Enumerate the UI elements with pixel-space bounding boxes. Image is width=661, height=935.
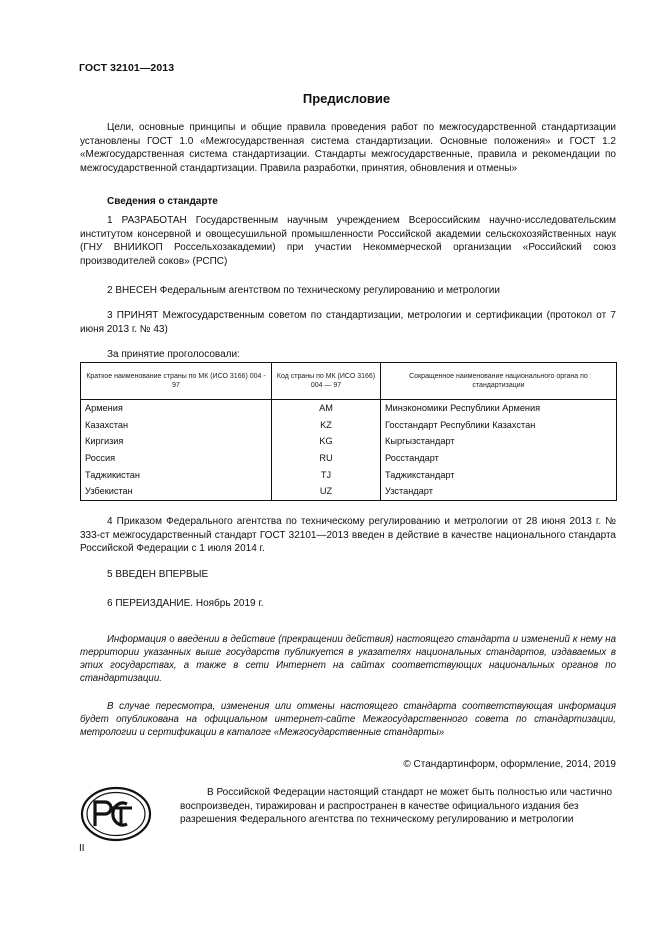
reproduction-rights-notice: В Российской Федерации настоящий стандарт не может быть полностью или частично воспроизведен, тиражирован и распространен в качестве официального издания без разрешения Федерального агентства по техническому регулированию и метрологии [180,787,613,826]
item-reissue: 6 ПЕРЕИЗДАНИЕ. Ноябрь 2019 г. [107,598,264,609]
code-cell: AM [272,400,381,417]
country-cell: Таджикистан [81,466,272,483]
votes-label: За принятие проголосовали: [107,349,240,360]
header-code: Код страны по МК (ИСО 3166) 004 — 97 [272,363,381,400]
votes-table [80,362,617,501]
table-row [81,450,617,467]
copyright-notice: © Стандартинформ, оформление, 2014, 2019 [403,759,616,770]
code-cell: RU [272,450,381,467]
intro-paragraph: Цели, основные принципы и общие правила проведения работ по межгосударственной стандартизации установлены ГОСТ 1.0 «Межгосударственная система стандартизации. Основные положения» и ГОСТ 1.2 «Межгосударственная система стандартизации. Стандарты межгосударственные, правила и рекомендации по межгосударственной стандартизации. Правила разработки, принятия, обновления и отмены» [80,122,616,175]
country-cell: Узбекистан [81,483,272,500]
info-paragraph-revision: В случае пересмотра, изменения или отмены настоящего стандарта соответствующая информация будет опубликована на официальном интернет-сайте Межгосударственного совета по стандартизации, метрологии и сертификации в каталоге «Межгосударственные стандарты» [80,701,616,738]
table-row [81,466,617,483]
header-country: Краткое наименование страны по МК (ИСО 3166) 004 - 97 [81,363,272,400]
table-header-row [81,363,617,400]
table-row [81,417,617,434]
code-cell: UZ [272,483,381,500]
code-cell: KG [272,433,381,450]
country-cell: Киргизия [81,433,272,450]
about-standard-heading: Сведения о стандарте [107,196,218,207]
item-developed: 1 РАЗРАБОТАН Государственным научным учреждением Всероссийским научно-исследовательским институтом консервной и овощесушильной промышленности Российской академии сельскохозяйственных наук (ГНУ ВНИИКОП Россельхозакадемии) при участии Некоммерческой организации «Российский союз производителей соков» (РСПС) [80,215,616,268]
table-row [81,400,617,417]
table-row [81,483,617,500]
item-introduced: 2 ВНЕСЕН Федеральным агентством по техническому регулированию и метрологии [107,285,500,296]
table-row [81,433,617,450]
national-body-cell: Узстандарт [381,483,617,500]
code-cell: TJ [272,466,381,483]
national-body-cell: Росстандарт [381,450,617,467]
country-cell: Россия [81,450,272,467]
page-number: II [79,843,85,854]
item-first-time: 5 ВВЕДЕН ВПЕРВЫЕ [107,569,209,580]
national-body-cell: Таджикстандарт [381,466,617,483]
rst-logo-icon [80,786,152,842]
standard-number: ГОСТ 32101—2013 [79,62,175,74]
info-paragraph-publication: Информация о введении в действие (прекращении действия) настоящего стандарта и изменений к нему на территории указанных выше государств публикуется в указателях национальных стандартов, издаваемых в этих государствах, а также в сети Интернет на сайтах соответствующих национальных органов по стандартизации. [80,634,616,684]
national-body-cell: Кыргызстандарт [381,433,617,450]
page-title: Предисловие [302,91,391,106]
header-national-body: Сокращенное наименование национального органа по стандартизации [381,363,617,400]
country-cell: Армения [81,400,272,417]
national-body-cell: Минэкономики Республики Армения [381,400,617,417]
country-cell: Казахстан [81,417,272,434]
item-order: 4 Приказом Федерального агентства по техническому регулированию и метрологии от 28 июня 2013 г. № 333-ст межгосударственный стандарт ГОСТ 32101—2013 введен в действие в качестве национального стандарта Российской Федерации с 1 июля 2014 г. [80,516,616,555]
national-body-cell: Госстандарт Республики Казахстан [381,417,617,434]
item-adopted: 3 ПРИНЯТ Межгосударственным советом по стандартизации, метрологии и сертификации (протокол от 7 июня 2013 г. № 43) [80,310,616,335]
code-cell: KZ [272,417,381,434]
